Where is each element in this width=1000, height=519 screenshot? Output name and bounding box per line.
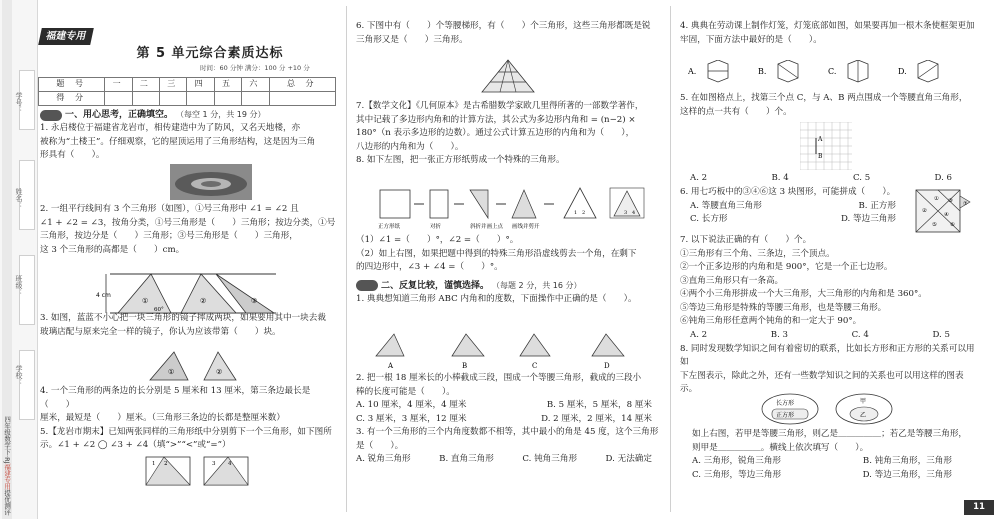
c3q8-line: 8. 同时发现数学知识之间有着密切的联系，比如长方形和正方形的关系可以用如: [680, 343, 975, 368]
c3q5-options: [690, 172, 960, 186]
opt-b-label[interactable]: B: [462, 362, 468, 370]
c3q7-option-c[interactable]: C. 4: [851, 330, 869, 341]
c3q6-option-c[interactable]: C. 长方形: [690, 214, 728, 225]
c3q5-option-d[interactable]: D. 6: [934, 173, 952, 183]
score-head: 四: [187, 78, 214, 92]
s2q2-options-row: [356, 413, 660, 427]
score-head: 五: [214, 78, 241, 92]
score-table: [38, 77, 336, 106]
tangram-4: ④: [944, 212, 949, 218]
q4-line: 4. 一个三角形的两条边的长分别是 5 厘米和 13 厘米，第三条边最长是（ ）: [40, 386, 311, 410]
series-highlight: 福建专用: [3, 463, 12, 489]
q2-block: [40, 203, 336, 257]
s2q3-line: 3. 有一个三角形的三个内角度数都不相等，其中最小的角是 45 度，这个三角形是（ ）。: [356, 427, 659, 451]
s2q2-option-b[interactable]: B. 5 厘米，5 厘米，8 厘米: [546, 400, 652, 411]
q2-line: ∠1 + ∠2 = ∠3，按角分类，①号三角形是（ ）三角形；按边分类，①号: [40, 217, 336, 228]
s2q1-line: 1. 典典想知道三角形 ABC 内角和的度数，下面操作中正确的是（ ）。: [356, 293, 637, 304]
c3q7-item: ⑤等边三角形是特殊的等腰三角形，也是等腰三角形。: [680, 302, 887, 313]
section-2-heading: [356, 279, 656, 293]
s2q3-options-row: [356, 453, 660, 467]
c3q5-line: 这样的点一共有（ ）个。: [680, 106, 792, 117]
c3q6-option-b[interactable]: B. 正方形: [858, 200, 896, 211]
fold-step-4: 画线并剪开: [512, 224, 540, 230]
student-id-label: 学号：: [15, 92, 24, 113]
class-label: 班级：: [15, 275, 24, 296]
q5-line: 示。∠1 + ∠2 ◯ ∠3 + ∠4（填“>”“<”或“=”）: [40, 440, 231, 451]
q7-line: 其中记载了多边形内角和的计算方法，其公式为多边形内角和 = (n−2) ×: [356, 114, 636, 125]
tangram-2: ②: [922, 208, 927, 214]
score-row-label: 得 分: [39, 92, 105, 106]
c3q6-options-row: [680, 200, 904, 214]
height-label: 4 cm: [96, 292, 111, 299]
q1-line: 1. 永启楼位于福建省龙岩市，相传建造中为了防风，又名天地楼，亦: [40, 123, 301, 134]
q8b-line: 的四边形中，∠3 + ∠4 =（ ）°。: [356, 262, 503, 273]
s2q2-line: 2. 把一根 18 厘米长的小棒截成三段，围成一个等腰三角形，截成的三段小: [356, 373, 642, 383]
c3q7-item: ②一个正多边形的内角和是 900°，它是一个正七边形。: [680, 262, 893, 273]
fold-angle-3: 3: [624, 210, 628, 216]
c3q5-options-row: [690, 172, 960, 186]
c3q5-line: 5. 在如图格点上，找第三个点 C，与 A、B 两点围成一个等腰直角三角形，: [680, 93, 968, 103]
score-head: 六: [242, 78, 269, 92]
c3q5-option-c[interactable]: C. 5: [852, 173, 871, 183]
series-prefix: 四年级数学下·RJ: [3, 415, 12, 463]
c3q7-option-b[interactable]: B. 3: [770, 330, 789, 341]
s2q3-option-a[interactable]: A. 锐角三角形: [356, 454, 411, 465]
c3q7-item: ③直角三角形只有一条高。: [680, 275, 784, 286]
tangram-7: ⑦: [963, 201, 968, 207]
q5-line: 5.【龙岩市期末】已知两张同样的三角形纸中分别剪下一个三角形，如下图所: [40, 426, 332, 437]
parallel-triangles-figure: [96, 271, 276, 317]
venn-figure: [760, 392, 896, 426]
c3q6-block: [680, 186, 904, 227]
s2q3-option-d[interactable]: D. 无法确定: [605, 454, 652, 465]
c3q8-text-line: 则甲是＿＿＿＿＿。横线上依次填写（ ）。: [692, 442, 869, 453]
lantern-options-figure: [688, 60, 978, 88]
q4-line: 厘米，最短是（ ）厘米。（三角形三条边的长都是整厘米数）: [40, 413, 285, 424]
q2-line: 三角形，按边分是（ ）三角形；③号三角形是（ ）三角形，: [40, 231, 298, 242]
q7-line: 八边形的内角和为（ ）。: [356, 141, 464, 152]
point-b: B: [818, 153, 823, 160]
c3q7-item: ④两个小三角形拼成一个大三角形，大三角形的内角和是 360°。: [680, 289, 927, 300]
fold-angle-4: 4: [632, 210, 636, 216]
q7-line: 7.【数学文化】《几何原本》是古希腊数学家欧几里得所著的一部数学著作，: [356, 101, 644, 111]
section-1-heading: [40, 108, 336, 122]
s2q2-option-a[interactable]: A. 10 厘米，4 厘米，4 厘米: [356, 400, 467, 411]
c3q7-option-a[interactable]: A. 2: [690, 330, 708, 341]
c3q6-options-row: [680, 213, 904, 227]
dot-grid-figure: [800, 122, 852, 170]
q1-line: 形具有（ ）。: [40, 150, 105, 161]
q8a-line: （1）∠1 =（ ）°，∠2 =（ ）°。: [356, 235, 519, 245]
venn-outer-2: 甲: [860, 398, 867, 405]
opt-a-label[interactable]: A: [388, 362, 394, 370]
score-cell[interactable]: [132, 92, 159, 106]
s2q2-option-c[interactable]: C. 3 厘米，3 厘米，12 厘米: [356, 413, 467, 424]
column-divider: [670, 6, 671, 512]
venn-outer: 长方形: [776, 400, 795, 407]
angle-1: 1: [152, 461, 156, 467]
c3q8-option-b[interactable]: B. 钝角三角形，三角形: [862, 456, 952, 467]
name-label: 姓名：: [15, 188, 24, 209]
c3q7-block: [680, 234, 980, 397]
paper-cut-figure: [144, 455, 254, 487]
c3q8-line: 下左图表示，除此之外，还有一些数学知识之间的关系也可以用这样的图表示。: [680, 370, 964, 395]
tangram-3: ③: [948, 198, 953, 204]
question-1: [40, 122, 336, 163]
q6-line: 三角形又是（ ）三角形。: [356, 34, 468, 45]
angle-4: 4: [228, 461, 232, 467]
c3q8-option-a[interactable]: A. 三角形，锐角三角形: [692, 456, 782, 467]
section-marker: [40, 110, 62, 121]
opt-c-label[interactable]: C: [532, 362, 538, 370]
section-1-note: （每空 1 分，共 19 分）: [176, 109, 266, 119]
region-tag: 福建专用: [38, 28, 94, 45]
score-cell[interactable]: [242, 92, 269, 106]
c3q7-item: ①三角形有三个角、三条边，三个顶点。: [680, 248, 835, 259]
binding-spine: [0, 0, 38, 519]
point-a: A: [818, 136, 823, 143]
tulou-photo: [170, 164, 252, 200]
s2q3-option-c[interactable]: C. 钝角三角形: [522, 454, 578, 465]
c3q5-block: [680, 92, 980, 119]
venn-inner-2: 乙: [860, 412, 867, 419]
score-cell[interactable]: [269, 92, 335, 106]
s2q2-option-d[interactable]: D. 2 厘米，2 厘米，14 厘米: [541, 413, 652, 424]
q7-block: [356, 100, 656, 168]
fold-angle-2: 2: [582, 210, 586, 216]
c3q5-option-b[interactable]: B. 4: [771, 173, 789, 183]
q3-line: 玻璃店配与原来完全一样的镜子，你认为应该带第（ ）块。: [40, 326, 281, 337]
angle-label: 60°: [154, 307, 164, 313]
c3q7-option-d[interactable]: D. 5: [932, 330, 950, 341]
lantern-opt-b[interactable]: B.: [758, 67, 767, 76]
section-2-note: （每题 2 分，共 16 分）: [492, 280, 582, 290]
q2-line: 这 3 个三角形的高都是（ ）cm。: [40, 244, 185, 255]
score-head: 一: [105, 78, 132, 92]
c3q4-line: 牢固，下面方法中最好的是（ ）。: [680, 34, 822, 45]
fold-angle-1: 1: [574, 210, 578, 216]
s2q2-line: 棒的长度可能是（ ）。: [356, 386, 455, 397]
page-title: 第 5 单元综合素质达标: [136, 46, 284, 61]
school-label: 学校：: [15, 365, 24, 386]
fold-step-1: 正方形纸: [378, 224, 401, 230]
tri-label-3: ③: [251, 297, 258, 305]
piece-1-label: ①: [168, 368, 175, 376]
s2q2-options-row: [356, 399, 660, 413]
c3q7-options-row: [680, 329, 980, 343]
tangram-5: ⑤: [932, 222, 937, 228]
tri-label-2: ②: [200, 297, 207, 305]
tangram-figure: [914, 188, 972, 234]
q1-line: 被称为“土楼王”。仔细观察，它的屋顶运用了三角形结构，这是因为三角: [40, 136, 316, 147]
lantern-opt-a[interactable]: A.: [688, 67, 697, 76]
q3-block: [40, 312, 336, 339]
score-head: 题 号: [39, 78, 105, 92]
column-divider: [346, 6, 347, 512]
exam-meta: 时间：60 分钟 满分：100 分 +10 分: [200, 64, 310, 72]
score-cell[interactable]: [187, 92, 214, 106]
trapezoid-figure: [480, 58, 536, 94]
section-1-title: 一、用心思考，正确填空。: [65, 110, 174, 120]
column-2: [356, 20, 656, 47]
q8-answers: [356, 234, 656, 307]
column-3: [680, 20, 980, 47]
q3-line: 3. 如图，蓝蓝不小心把一块三角形的镜子摔成两块，如果要用其中一块去裁: [40, 313, 326, 323]
broken-mirror-figure: [148, 348, 238, 382]
s2q3-option-b[interactable]: B. 直角三角形: [439, 454, 494, 465]
q8-line: 8. 如下左图，把一张正方形纸剪成一个特殊的三角形。: [356, 155, 565, 166]
tri-label-1: ①: [142, 297, 149, 305]
opt-d-label[interactable]: D: [604, 362, 610, 370]
section-2-title: 二、反复比较，谨慎选择。: [381, 280, 490, 291]
c3q8-options-row: [692, 455, 982, 469]
c3q8-option-c[interactable]: C. 三角形，等边三角形: [692, 469, 782, 480]
fold-step-2: 对折: [430, 224, 442, 230]
c3q5-option-a[interactable]: A. 2: [690, 173, 708, 183]
c3q4-line: 4. 典典在劳动课上制作灯笼，灯笼底部如图，如果要再加一根木条使框架更加: [680, 21, 975, 31]
q8b-line: （2）如上右图，如果把题中得到的特殊三角形沿虚线剪去一个角，在剩下: [356, 248, 637, 259]
q2-line: 2. 一组平行线间有 3 个三角形（如图），①号三角形中 ∠1 = ∠2 且: [40, 204, 299, 214]
page-number: 11: [964, 500, 994, 515]
q6-line: 6. 下图中有（ ）个等腰梯形，有（ ）个三角形，这些三角形都既是锐: [356, 21, 651, 31]
angle-3: 3: [212, 461, 216, 467]
lantern-opt-d[interactable]: D.: [898, 67, 907, 76]
section-marker: [356, 280, 378, 291]
fold-steps-figure: [378, 186, 646, 232]
c3q7-item: ⑥钝角三角形任意两个钝角的和一定大于 90°。: [680, 316, 862, 327]
venn-inner: 正方形: [776, 412, 795, 419]
score-head: 二: [132, 78, 159, 92]
c3q8-tail: [692, 428, 982, 482]
column-1: [40, 108, 336, 165]
angle-sum-options-figure: [370, 330, 642, 370]
fold-step-3: 斜折并画上点: [470, 224, 504, 230]
angle-2: 2: [164, 461, 168, 467]
c3q8-text-line: 如上右图，若甲是等腰三角形，则乙是＿＿＿＿＿；若乙是等腰三角形，: [692, 429, 968, 439]
c3q8-option-d[interactable]: D. 等边三角形，三角形: [862, 469, 952, 480]
c3q6-line: 6. 用七巧板中的③④⑥这 3 块图形，可能拼成（ ）。: [680, 187, 896, 197]
c3q7-line: 7. 以下说法正确的有（ ）个。: [680, 235, 812, 245]
tangram-1: ①: [934, 196, 939, 202]
score-cell[interactable]: [160, 92, 187, 106]
q4-q5-block: [40, 385, 336, 453]
c3q6-option-a[interactable]: A. 等腰直角三角形: [690, 200, 762, 211]
piece-2-label: ②: [216, 368, 223, 376]
score-head: 三: [160, 78, 187, 92]
c3q6-option-d[interactable]: D. 等边三角形: [840, 214, 896, 225]
lantern-opt-c[interactable]: C.: [828, 67, 837, 76]
q7-line: 180°（n 表示多边形的边数）。通过公式计算五边形的内角和为（ ），: [356, 128, 635, 139]
c3q8-options-row: [692, 469, 982, 483]
score-cell[interactable]: [214, 92, 241, 106]
score-cell[interactable]: [105, 92, 132, 106]
series-label: [3, 416, 10, 516]
score-head: 总 分: [269, 78, 335, 92]
s2-q2-q3: [356, 372, 660, 467]
series-suffix: 提优测评: [3, 489, 12, 515]
tangram-6: ⑥: [950, 222, 955, 228]
